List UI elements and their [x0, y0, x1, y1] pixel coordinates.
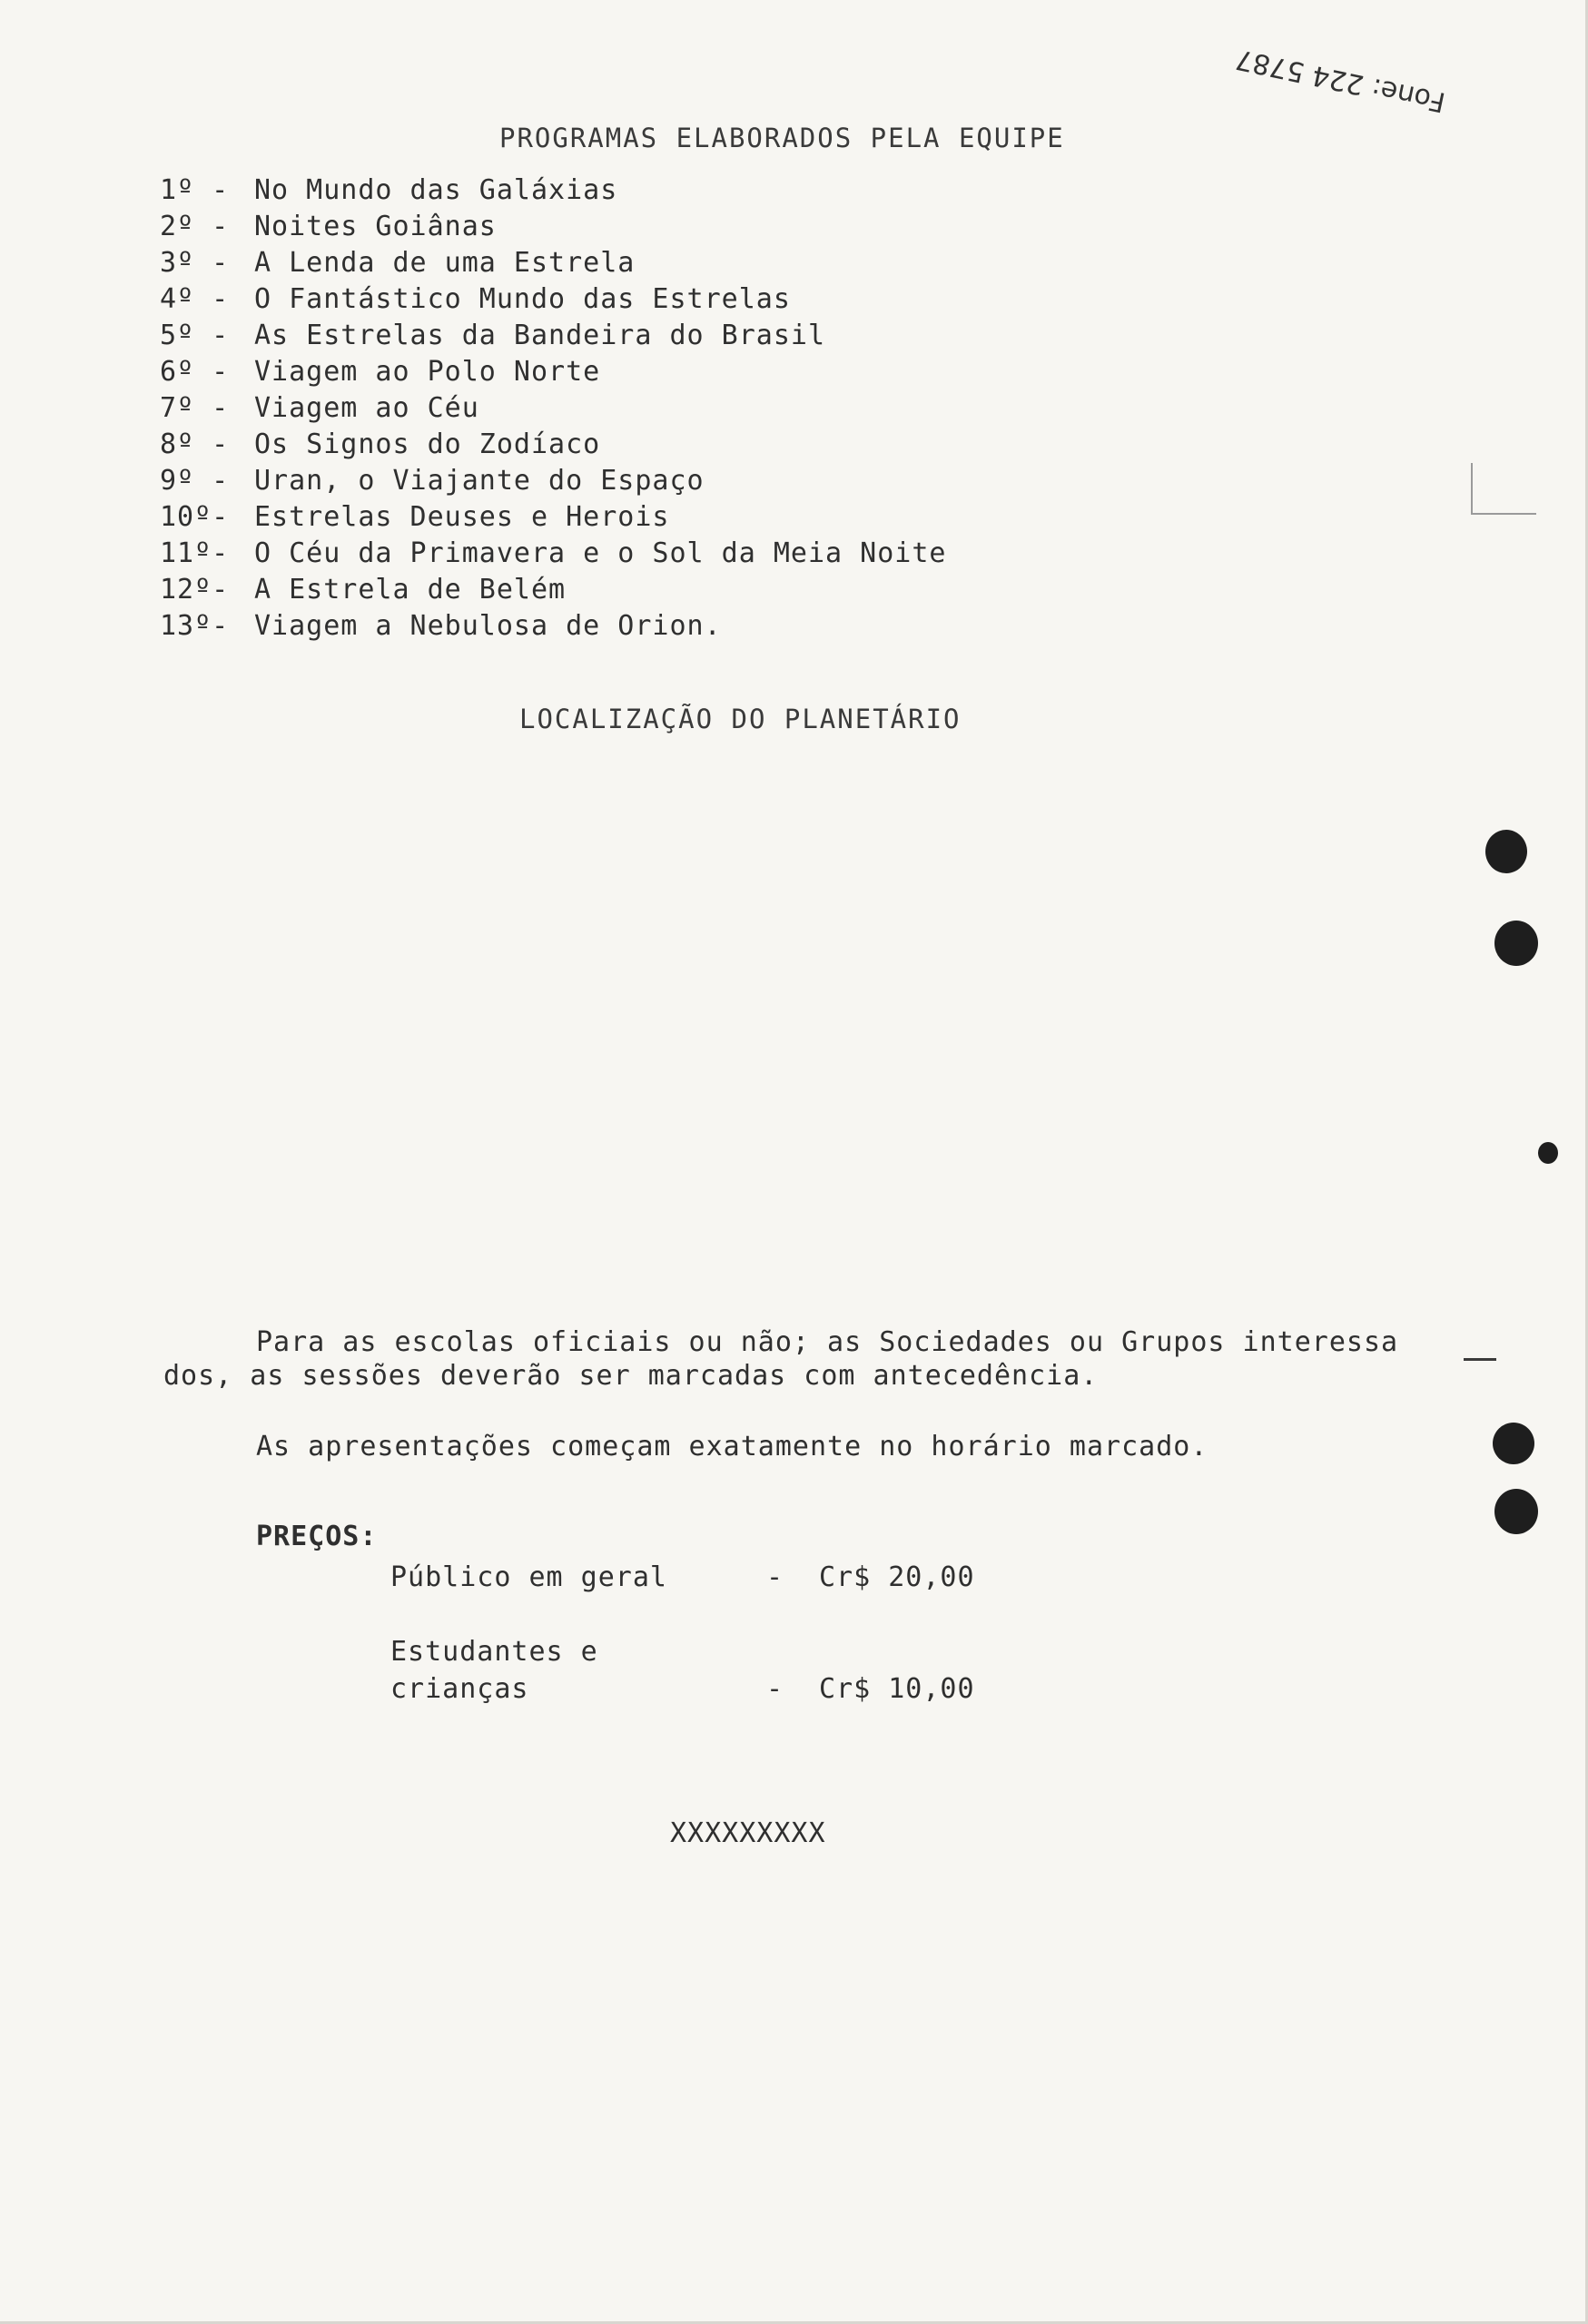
price-label: Público em geral [390, 1561, 667, 1593]
punch-hole [1494, 1489, 1538, 1534]
program-title: Noites Goiânas [254, 211, 497, 242]
text-underline [1464, 1358, 1496, 1361]
program-title: Viagem ao Polo Norte [254, 356, 601, 388]
program-number: 6º - [160, 356, 230, 388]
program-title: O Fantástico Mundo das Estrelas [254, 283, 791, 315]
program-number: 13º- [160, 610, 230, 642]
punch-hole [1494, 921, 1538, 966]
program-number: 5º - [160, 320, 230, 351]
prices-label: PREÇOS: [256, 1521, 378, 1552]
program-title: A Estrela de Belém [254, 574, 567, 606]
punch-hole [1485, 830, 1527, 873]
program-title: O Céu da Primavera e o Sol da Meia Noite [254, 537, 947, 569]
program-title: Estrelas Deuses e Herois [254, 501, 670, 533]
list-item [160, 572, 946, 608]
list-item [160, 281, 946, 318]
location-heading: LOCALIZAÇÃO DO PLANETÁRIO [519, 704, 962, 734]
list-item [160, 499, 946, 536]
program-number: 4º - [160, 283, 230, 315]
price-value: Cr$ 10,00 [819, 1673, 975, 1705]
program-number: 10º- [160, 501, 230, 533]
program-number: 8º - [160, 428, 230, 460]
price-value: Cr$ 20,00 [819, 1561, 975, 1593]
price-label: Estudantes e [390, 1636, 598, 1668]
price-label: crianças [390, 1673, 529, 1705]
phone-number: Fone: 224 5787 [1232, 42, 1448, 118]
price-dash: - [766, 1561, 784, 1593]
punch-hole [1493, 1423, 1534, 1464]
program-number: 12º- [160, 574, 230, 606]
program-number: 3º - [160, 247, 230, 279]
program-number: 1º - [160, 174, 230, 206]
paragraph-line: Para as escolas oficiais ou não; as Sociedades ou Grupos interessa [256, 1326, 1399, 1358]
program-title: Uran, o Viajante do Espaço [254, 465, 705, 497]
program-number: 11º- [160, 537, 230, 569]
list-item [160, 209, 946, 245]
paragraph-line: As apresentações começam exatamente no horário marcado. [256, 1431, 1208, 1462]
program-title: Viagem a Nebulosa de Orion. [254, 610, 722, 642]
program-title: A Lenda de uma Estrela [254, 247, 636, 279]
list-item [160, 536, 946, 572]
program-number: 9º - [160, 465, 230, 497]
programs-heading: PROGRAMAS ELABORADOS PELA EQUIPE [499, 123, 1065, 153]
program-number: 7º - [160, 392, 230, 424]
list-item [160, 354, 946, 390]
list-item [160, 427, 946, 463]
list-item [160, 172, 946, 209]
closing-mark: XXXXXXXXX [670, 1817, 826, 1849]
list-item [160, 390, 946, 427]
punch-hole [1538, 1142, 1558, 1164]
price-dash: - [766, 1673, 784, 1705]
list-item [160, 608, 946, 645]
list-item [160, 463, 946, 499]
program-title: Viagem ao Céu [254, 392, 479, 424]
list-item [160, 318, 946, 354]
program-title: Os Signos do Zodíaco [254, 428, 601, 460]
program-title: As Estrelas da Bandeira do Brasil [254, 320, 826, 351]
program-number: 2º - [160, 211, 230, 242]
program-title: No Mundo das Galáxias [254, 174, 618, 206]
program-list [160, 172, 946, 645]
list-item [160, 245, 946, 281]
paragraph-line: dos, as sessões deverão ser marcadas com antecedência. [163, 1360, 1099, 1392]
margin-mark [1471, 463, 1536, 515]
